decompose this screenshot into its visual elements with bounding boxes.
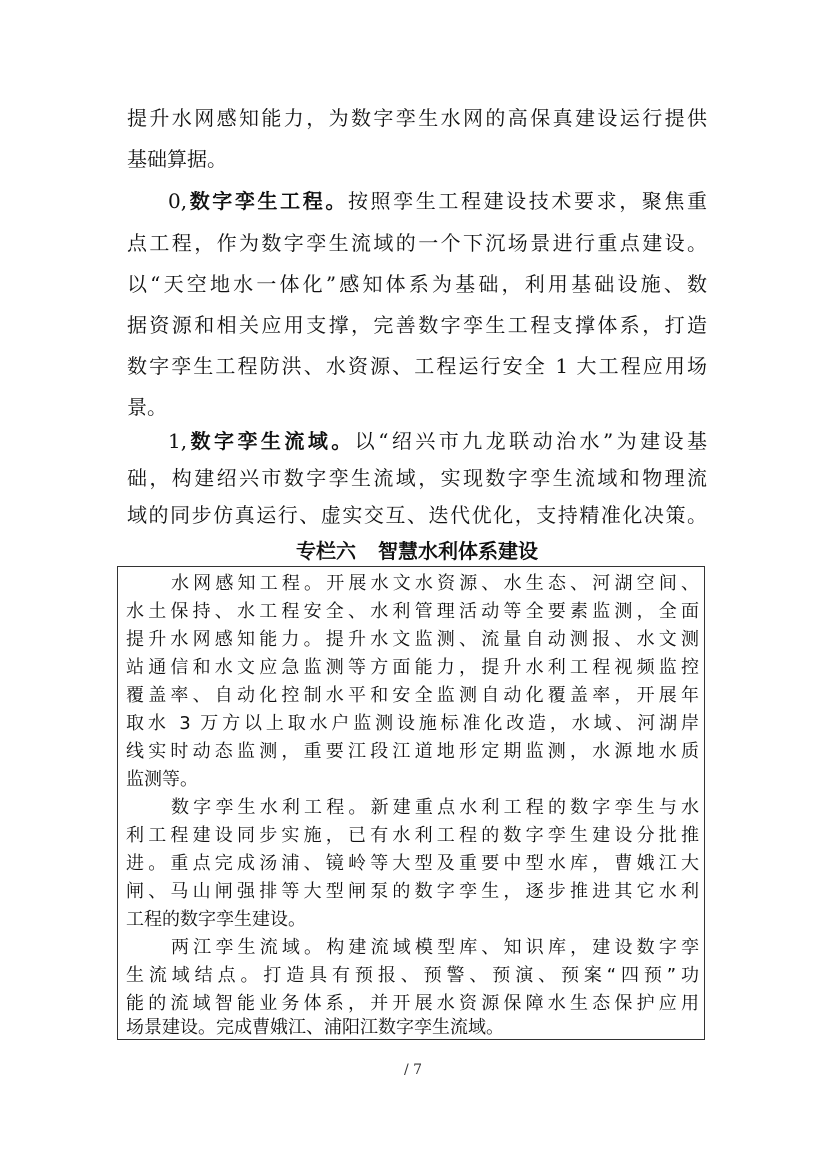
page-number: / 7 [403,1062,423,1078]
box-line: 取水 3 万方以上取水户监测设施标准化改造，水域、河湖岸 [126,713,699,734]
box-line: 线实时动态监测，重要江段江道地形定期监测，水源地水质 [126,741,699,762]
paragraph-line [168,183,707,219]
paragraph-line: 域的同步仿真运行、虚实交互、迭代优化，支持精准化决策。 [127,503,707,527]
paragraph-line: 数字孪生工程防洪、水资源、工程运行安全 1 大工程应用场 [127,354,707,378]
box-line: 生流域结点。打造具有预报、预警、预演、预案“四预”功 [126,965,699,986]
paragraph-line: 点工程，作为数字孪生流域的一个下沉场景进行重点建设。 [127,231,707,255]
box-line: 两江孪生流域。构建流域模型库、知识库，建设数字孪 [171,937,699,958]
box-line: 闸、马山闸强排等大型闸泵的数字孪生，逐步推进其它水利 [126,881,699,902]
paragraph-line: 景。 [127,395,167,419]
box-line: 能的流域智能业务体系，并开展水资源保障水生态保护应用 [126,993,699,1014]
section-heading: 数字孪生工程。 [187,189,348,213]
paragraph-line: 础，构建绍兴市数字孪生流域，实现数字孪生流域和物理流 [127,466,707,490]
item-number: 1, [168,429,188,453]
box-line: 工程的数字孪生建设。 [126,909,306,930]
paragraph-line: 以“天空地水一体化”感知体系为基础，利用基础设施、数 [127,272,707,296]
paragraph-line [168,423,707,459]
box-line: 进。重点完成汤浦、镜岭等大型及重要中型水库，曹娥江大 [126,853,699,874]
box-line: 覆盖率、自动化控制水平和安全监测自动化覆盖率，开展年 [126,685,699,706]
box-line: 监测等。 [126,769,198,790]
box-line: 站通信和水文应急监测等方面能力，提升水利工程视频监控 [126,657,699,678]
paragraph-line: 提升水网感知能力，为数字孪生水网的高保真建设运行提供 [127,106,707,130]
box-line: 提升水网感知能力。提升水文监测、流量自动测报、水文测 [126,629,699,650]
box-line: 水网感知工程。开展水文水资源、水生态、河湖空间、 [171,573,699,594]
box-line: 水土保持、水工程安全、水利管理活动等全要素监测，全面 [126,601,699,622]
box-title-label: 专栏六 [296,539,356,563]
section-heading: 数字孪生流域。 [187,429,355,453]
paragraph-line: 基础算据。 [127,147,227,171]
paragraph-line: 据资源和相关应用支撑，完善数字孪生工程支撑体系，打造 [127,313,707,337]
paragraph-text: 按照孪生工程建设技术要求，聚焦重 [347,189,707,213]
box-line: 数字孪生水利工程。新建重点水利工程的数字孪生与水 [171,797,699,818]
box-line: 利工程建设同步实施，已有水利工程的数字孪生建设分批推 [126,825,699,846]
box-title-text: 智慧水利体系建设 [378,539,538,563]
paragraph-text: 以“绍兴市九龙联动治水”为建设基 [354,429,707,453]
box-title [127,536,707,566]
item-number: 0, [168,189,188,213]
box-line: 场景建设。完成曹娥江、浦阳江数字孪生流域。 [126,1017,504,1038]
